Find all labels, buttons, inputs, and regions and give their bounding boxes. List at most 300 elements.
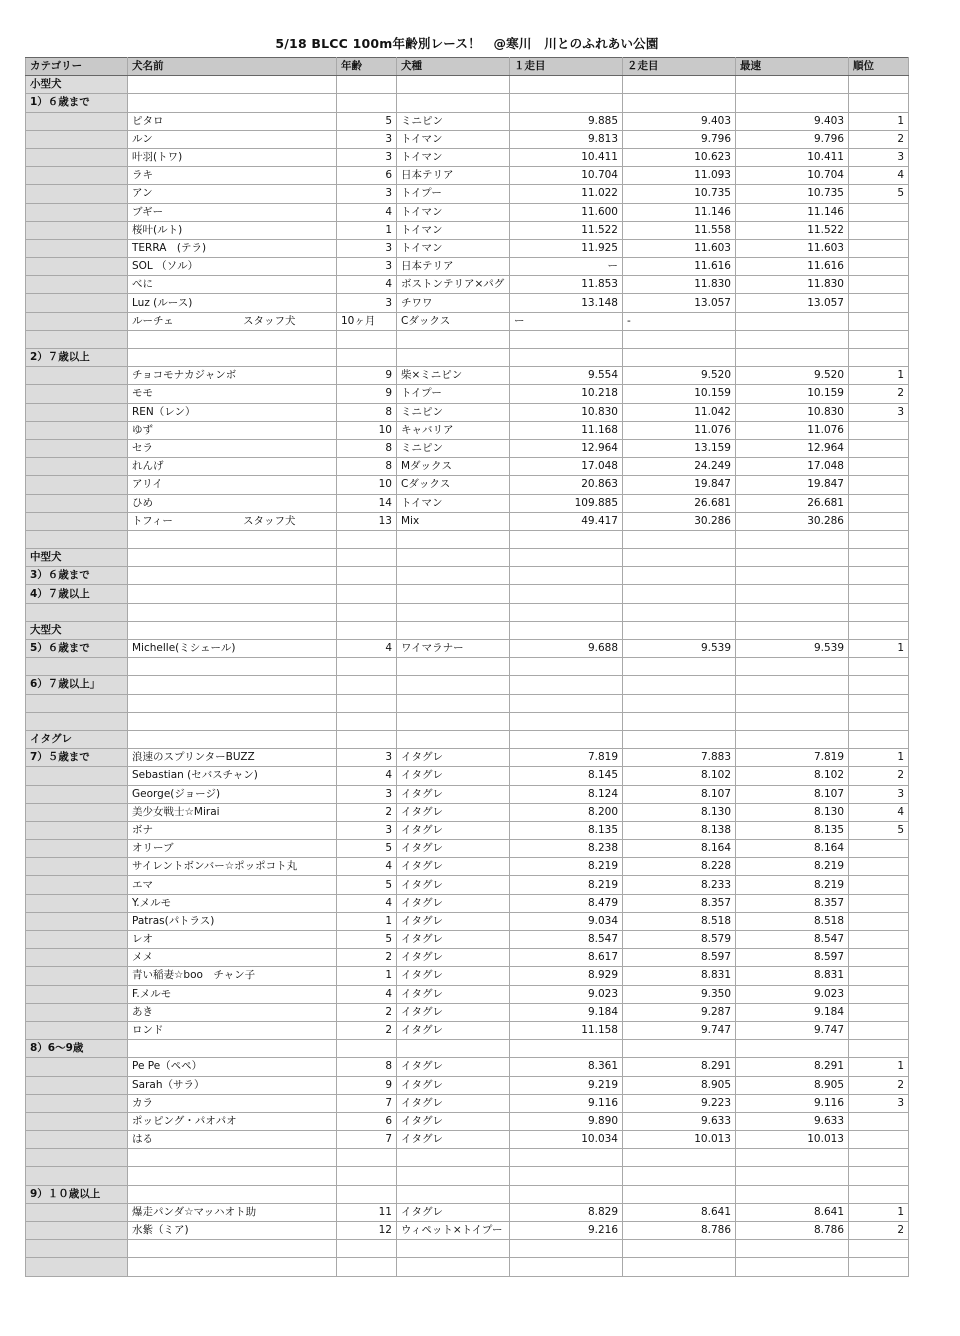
run1-cell: 13.148 — [510, 294, 623, 312]
rank-cell — [849, 967, 909, 985]
run1-cell — [510, 621, 623, 639]
best-time-cell: 8.219 — [736, 876, 849, 894]
page-title: 5/18 BLCC 100m年齢別レース！ @寒川 川とのふれあい公園 — [275, 36, 659, 51]
breed-cell — [397, 1240, 510, 1258]
category-cell — [26, 512, 128, 530]
dog-name-cell: ボナ — [128, 821, 337, 839]
age-cell — [337, 76, 397, 94]
table-row — [26, 367, 909, 385]
dog-name-cell: れんげ — [128, 458, 337, 476]
table-row — [26, 185, 909, 203]
category-cell — [26, 1149, 128, 1167]
table-row — [26, 294, 909, 312]
rank-cell — [849, 421, 909, 439]
category-cell — [26, 803, 128, 821]
run2-cell: 8.786 — [623, 1222, 736, 1240]
run1-cell: 9.023 — [510, 985, 623, 1003]
category-cell — [26, 876, 128, 894]
run1-cell: 10.218 — [510, 385, 623, 403]
header-cell-age: 年齢 — [337, 58, 397, 76]
run1-cell: 9.219 — [510, 1076, 623, 1094]
run1-cell — [510, 712, 623, 730]
rank-cell — [849, 221, 909, 239]
age-cell: 2 — [337, 1003, 397, 1021]
table-row — [26, 931, 909, 949]
category-cell — [26, 167, 128, 185]
age-cell: 10ヶ月 — [337, 312, 397, 330]
best-time-cell: 12.964 — [736, 439, 849, 457]
dog-name-cell — [128, 349, 337, 367]
breed-cell — [397, 530, 510, 548]
category-cell — [26, 912, 128, 930]
dog-name-cell: ロンド — [128, 1021, 337, 1039]
age-cell: 3 — [337, 239, 397, 257]
age-cell: 3 — [337, 749, 397, 767]
table-row — [26, 821, 909, 839]
blank-row — [26, 658, 909, 676]
best-time-cell: 10.704 — [736, 167, 849, 185]
breed-cell: イタグレ — [397, 1021, 510, 1039]
breed-cell: トイマン — [397, 494, 510, 512]
best-time-cell — [736, 1149, 849, 1167]
run1-cell: 12.964 — [510, 439, 623, 457]
dog-name-cell: エマ — [128, 876, 337, 894]
rank-cell: 2 — [849, 1076, 909, 1094]
rank-cell — [849, 931, 909, 949]
rank-cell — [849, 330, 909, 348]
age-cell: 2 — [337, 949, 397, 967]
dog-name-cell: 爆走パンダ☆マッハオト助 — [128, 1203, 337, 1221]
age-cell: 10 — [337, 476, 397, 494]
rank-cell: 4 — [849, 803, 909, 821]
age-cell: 7 — [337, 1131, 397, 1149]
run2-cell — [623, 712, 736, 730]
rank-cell: 1 — [849, 1203, 909, 1221]
best-time-cell: 8.164 — [736, 840, 849, 858]
run1-cell: 10.704 — [510, 167, 623, 185]
age-cell — [337, 349, 397, 367]
dog-name-cell: Sarah（サラ） — [128, 1076, 337, 1094]
run1-cell: 10.830 — [510, 403, 623, 421]
table-row — [26, 1112, 909, 1130]
run2-cell — [623, 1258, 736, 1276]
run2-cell: - — [623, 312, 736, 330]
rank-cell — [849, 658, 909, 676]
dog-name-cell: ポッピング・パオパオ — [128, 1112, 337, 1130]
blank-row — [26, 1258, 909, 1276]
dog-name-cell: チョコモナカジャンボ — [128, 367, 337, 385]
dog-name-cell: George(ジョージ) — [128, 785, 337, 803]
breed-cell: 日本テリア — [397, 167, 510, 185]
category-cell — [26, 148, 128, 166]
breed-cell: Mダックス — [397, 458, 510, 476]
best-time-cell: 8.357 — [736, 894, 849, 912]
category-cell — [26, 312, 128, 330]
dog-name-cell: メメ — [128, 949, 337, 967]
best-time-cell: 10.159 — [736, 385, 849, 403]
run1-cell: 17.048 — [510, 458, 623, 476]
breed-cell: イタグレ — [397, 912, 510, 930]
dog-name-cell — [128, 330, 337, 348]
rank-cell — [849, 585, 909, 603]
breed-cell: イタグレ — [397, 876, 510, 894]
age-cell: 4 — [337, 858, 397, 876]
category-cell: 4）７歳以上 — [26, 585, 128, 603]
dog-name-cell — [128, 1167, 337, 1185]
age-cell — [337, 1149, 397, 1167]
breed-cell: トイマン — [397, 239, 510, 257]
age-cell — [337, 694, 397, 712]
category-cell — [26, 439, 128, 457]
header-cell-run2: ２走目 — [623, 58, 736, 76]
breed-cell — [397, 694, 510, 712]
breed-cell — [397, 76, 510, 94]
run2-cell — [623, 530, 736, 548]
run2-cell: 19.847 — [623, 476, 736, 494]
best-time-cell: 11.603 — [736, 239, 849, 257]
run2-cell — [623, 349, 736, 367]
breed-cell: Cダックス — [397, 476, 510, 494]
table-row — [26, 803, 909, 821]
run2-cell: 11.830 — [623, 276, 736, 294]
category-cell — [26, 294, 128, 312]
run1-cell: 8.219 — [510, 858, 623, 876]
breed-cell — [397, 349, 510, 367]
category-cell: 8）6～9歳 — [26, 1040, 128, 1058]
dog-name-cell: Sebastian (セバスチャン) — [128, 767, 337, 785]
run1-cell: 8.200 — [510, 803, 623, 821]
table-row — [26, 876, 909, 894]
run2-cell — [623, 567, 736, 585]
best-time-cell: 8.219 — [736, 858, 849, 876]
category-row — [26, 585, 909, 603]
rank-cell: 1 — [849, 112, 909, 130]
run2-cell — [623, 1040, 736, 1058]
category-cell — [26, 858, 128, 876]
rank-cell — [849, 621, 909, 639]
run1-cell: 7.819 — [510, 749, 623, 767]
dog-name-cell: ゆず — [128, 421, 337, 439]
rank-cell — [849, 1131, 909, 1149]
category-cell — [26, 276, 128, 294]
table-row — [26, 767, 909, 785]
category-cell — [26, 967, 128, 985]
run2-cell: 9.403 — [623, 112, 736, 130]
best-time-cell: 11.146 — [736, 203, 849, 221]
age-cell — [337, 530, 397, 548]
category-cell — [26, 658, 128, 676]
table-row — [26, 203, 909, 221]
breed-cell: イタグレ — [397, 1112, 510, 1130]
best-time-cell: 8.547 — [736, 931, 849, 949]
rank-cell — [849, 312, 909, 330]
category-cell — [26, 1021, 128, 1039]
category-cell — [26, 821, 128, 839]
rank-cell: 3 — [849, 403, 909, 421]
age-cell: 3 — [337, 294, 397, 312]
category-cell — [26, 1258, 128, 1276]
category-cell — [26, 1112, 128, 1130]
category-cell — [26, 603, 128, 621]
breed-cell — [397, 1185, 510, 1203]
category-cell — [26, 367, 128, 385]
dog-name-cell — [128, 1185, 337, 1203]
dog-name-cell: アリイ — [128, 476, 337, 494]
table-row — [26, 785, 909, 803]
table-row — [26, 1131, 909, 1149]
best-time-cell: 8.102 — [736, 767, 849, 785]
table-row — [26, 840, 909, 858]
run2-cell: 10.623 — [623, 148, 736, 166]
run1-cell — [510, 603, 623, 621]
blank-row — [26, 1149, 909, 1167]
dog-name-cell: レオ — [128, 931, 337, 949]
dog-name-cell: 叶羽(トワ) — [128, 148, 337, 166]
run1-cell: 20.863 — [510, 476, 623, 494]
category-cell — [26, 185, 128, 203]
breed-cell: トイプー — [397, 385, 510, 403]
table-row — [26, 1203, 909, 1221]
run1-cell: 8.479 — [510, 894, 623, 912]
breed-cell: ウィペット×トイプー — [397, 1222, 510, 1240]
run1-cell: 8.617 — [510, 949, 623, 967]
age-cell: 5 — [337, 840, 397, 858]
age-cell — [337, 603, 397, 621]
table-row — [26, 1222, 909, 1240]
breed-cell — [397, 730, 510, 748]
best-time-cell — [736, 621, 849, 639]
run1-cell: 109.885 — [510, 494, 623, 512]
rank-cell — [849, 294, 909, 312]
breed-cell — [397, 1167, 510, 1185]
dog-name-cell — [128, 312, 337, 330]
table-row — [26, 421, 909, 439]
category-cell — [26, 1203, 128, 1221]
age-cell: 3 — [337, 148, 397, 166]
run2-cell: 7.883 — [623, 749, 736, 767]
results-table-body — [26, 58, 909, 1277]
run1-cell — [510, 585, 623, 603]
breed-cell: イタグレ — [397, 840, 510, 858]
best-time-cell — [736, 530, 849, 548]
run1-cell: 9.885 — [510, 112, 623, 130]
category-cell — [26, 712, 128, 730]
run1-cell: 11.853 — [510, 276, 623, 294]
run1-cell — [510, 1240, 623, 1258]
age-cell: 5 — [337, 931, 397, 949]
run2-cell: 8.164 — [623, 840, 736, 858]
run2-cell: 9.350 — [623, 985, 736, 1003]
best-time-cell: 8.641 — [736, 1203, 849, 1221]
rank-cell — [849, 1112, 909, 1130]
best-time-cell: 8.135 — [736, 821, 849, 839]
run1-cell: 9.890 — [510, 1112, 623, 1130]
age-cell: 4 — [337, 894, 397, 912]
run2-cell — [623, 585, 736, 603]
age-cell: 2 — [337, 1021, 397, 1039]
header-cell-rank: 順位 — [849, 58, 909, 76]
rank-cell — [849, 858, 909, 876]
age-cell: 5 — [337, 876, 397, 894]
run1-cell — [510, 676, 623, 694]
best-time-cell: 8.107 — [736, 785, 849, 803]
table-row — [26, 1094, 909, 1112]
run2-cell: 10.735 — [623, 185, 736, 203]
run2-cell: 8.138 — [623, 821, 736, 839]
category-cell — [26, 1094, 128, 1112]
rank-cell — [849, 712, 909, 730]
age-cell: 4 — [337, 276, 397, 294]
header-cell-dog-name: 犬名前 — [128, 58, 337, 76]
run1-cell — [510, 658, 623, 676]
breed-cell: イタグレ — [397, 1058, 510, 1076]
run1-cell — [510, 1149, 623, 1167]
run1-cell — [510, 1040, 623, 1058]
run2-cell — [623, 1167, 736, 1185]
age-cell: 4 — [337, 767, 397, 785]
dog-name-cell: 水紫（ミア) — [128, 1222, 337, 1240]
age-cell: 6 — [337, 1112, 397, 1130]
breed-cell — [397, 676, 510, 694]
breed-cell — [397, 549, 510, 567]
category-cell — [26, 840, 128, 858]
breed-cell: トイマン — [397, 221, 510, 239]
breed-cell: イタグレ — [397, 931, 510, 949]
best-time-cell — [736, 549, 849, 567]
breed-cell — [397, 585, 510, 603]
dog-name-cell: Patras(パトラス) — [128, 912, 337, 930]
run1-cell: ー — [510, 312, 623, 330]
age-cell — [337, 730, 397, 748]
category-cell — [26, 785, 128, 803]
best-time-cell: 30.286 — [736, 512, 849, 530]
run1-cell: 9.184 — [510, 1003, 623, 1021]
dog-name-cell: Y.メルモ — [128, 894, 337, 912]
run2-cell — [623, 94, 736, 112]
dog-name-cell: ラキ — [128, 167, 337, 185]
run2-cell: 8.905 — [623, 1076, 736, 1094]
rank-cell — [849, 494, 909, 512]
best-time-cell: 10.830 — [736, 403, 849, 421]
age-cell — [337, 1240, 397, 1258]
table-row — [26, 1076, 909, 1094]
run2-cell: 8.291 — [623, 1058, 736, 1076]
rank-cell — [849, 1185, 909, 1203]
category-cell — [26, 1058, 128, 1076]
best-time-cell: 8.597 — [736, 949, 849, 967]
best-time-cell: 9.539 — [736, 640, 849, 658]
run2-cell — [623, 603, 736, 621]
breed-cell: イタグレ — [397, 803, 510, 821]
breed-cell: イタグレ — [397, 985, 510, 1003]
table-row — [26, 512, 909, 530]
best-time-cell — [736, 585, 849, 603]
run1-cell: 9.116 — [510, 1094, 623, 1112]
table-row — [26, 1058, 909, 1076]
best-time-cell — [736, 94, 849, 112]
run2-cell: 9.539 — [623, 640, 736, 658]
rank-cell — [849, 1003, 909, 1021]
category-cell: 大型犬 — [26, 621, 128, 639]
best-time-cell: 9.184 — [736, 1003, 849, 1021]
run1-cell: 49.417 — [510, 512, 623, 530]
run1-cell — [510, 530, 623, 548]
age-cell: 1 — [337, 221, 397, 239]
blank-row — [26, 1167, 909, 1185]
dog-name-cell: F.メルモ — [128, 985, 337, 1003]
table-row — [26, 476, 909, 494]
run1-cell: 9.688 — [510, 640, 623, 658]
run2-cell: 8.102 — [623, 767, 736, 785]
table-row — [26, 640, 909, 658]
run2-cell: 11.093 — [623, 167, 736, 185]
dog-name-cell — [128, 694, 337, 712]
best-time-cell: 11.830 — [736, 276, 849, 294]
run2-cell — [623, 694, 736, 712]
category-cell — [26, 1131, 128, 1149]
rank-cell — [849, 1021, 909, 1039]
rank-cell — [849, 840, 909, 858]
dog-name-cell: ルン — [128, 130, 337, 148]
run2-cell: 11.603 — [623, 239, 736, 257]
age-cell: 13 — [337, 512, 397, 530]
dog-name-cell — [128, 676, 337, 694]
dog-name-cell: 美少女戦士☆Mirai — [128, 803, 337, 821]
run1-cell: 8.547 — [510, 931, 623, 949]
breed-cell: イタグレ — [397, 821, 510, 839]
table-row — [26, 276, 909, 294]
dog-name-cell — [128, 549, 337, 567]
run1-cell: 9.813 — [510, 130, 623, 148]
rank-cell — [849, 912, 909, 930]
category-cell — [26, 421, 128, 439]
rank-cell: 1 — [849, 749, 909, 767]
dog-name-cell — [128, 567, 337, 585]
blank-row — [26, 530, 909, 548]
best-time-cell: 19.847 — [736, 476, 849, 494]
dog-name-cell — [128, 658, 337, 676]
rank-cell — [849, 876, 909, 894]
header-cell-category: カテゴリー — [26, 58, 128, 76]
best-time-cell: 8.786 — [736, 1222, 849, 1240]
run1-cell — [510, 76, 623, 94]
rank-cell: 1 — [849, 640, 909, 658]
category-cell — [26, 931, 128, 949]
breed-cell: イタグレ — [397, 1003, 510, 1021]
breed-cell: イタグレ — [397, 1094, 510, 1112]
best-time-cell: 13.057 — [736, 294, 849, 312]
run2-cell — [623, 1240, 736, 1258]
best-time-cell: 9.520 — [736, 367, 849, 385]
dog-name-cell: Pe Pe（ペペ） — [128, 1058, 337, 1076]
run2-cell — [623, 330, 736, 348]
breed-cell: イタグレ — [397, 967, 510, 985]
age-cell: 8 — [337, 439, 397, 457]
best-time-cell — [736, 1240, 849, 1258]
run2-cell: 11.616 — [623, 258, 736, 276]
run2-cell: 11.042 — [623, 403, 736, 421]
run1-cell: 9.034 — [510, 912, 623, 930]
rank-cell: 3 — [849, 1094, 909, 1112]
blank-row — [26, 603, 909, 621]
dog-name-cell — [128, 712, 337, 730]
table-row — [26, 858, 909, 876]
breed-cell — [397, 1258, 510, 1276]
age-cell — [337, 549, 397, 567]
rank-cell — [849, 894, 909, 912]
run2-cell: 11.076 — [623, 421, 736, 439]
breed-cell — [397, 712, 510, 730]
